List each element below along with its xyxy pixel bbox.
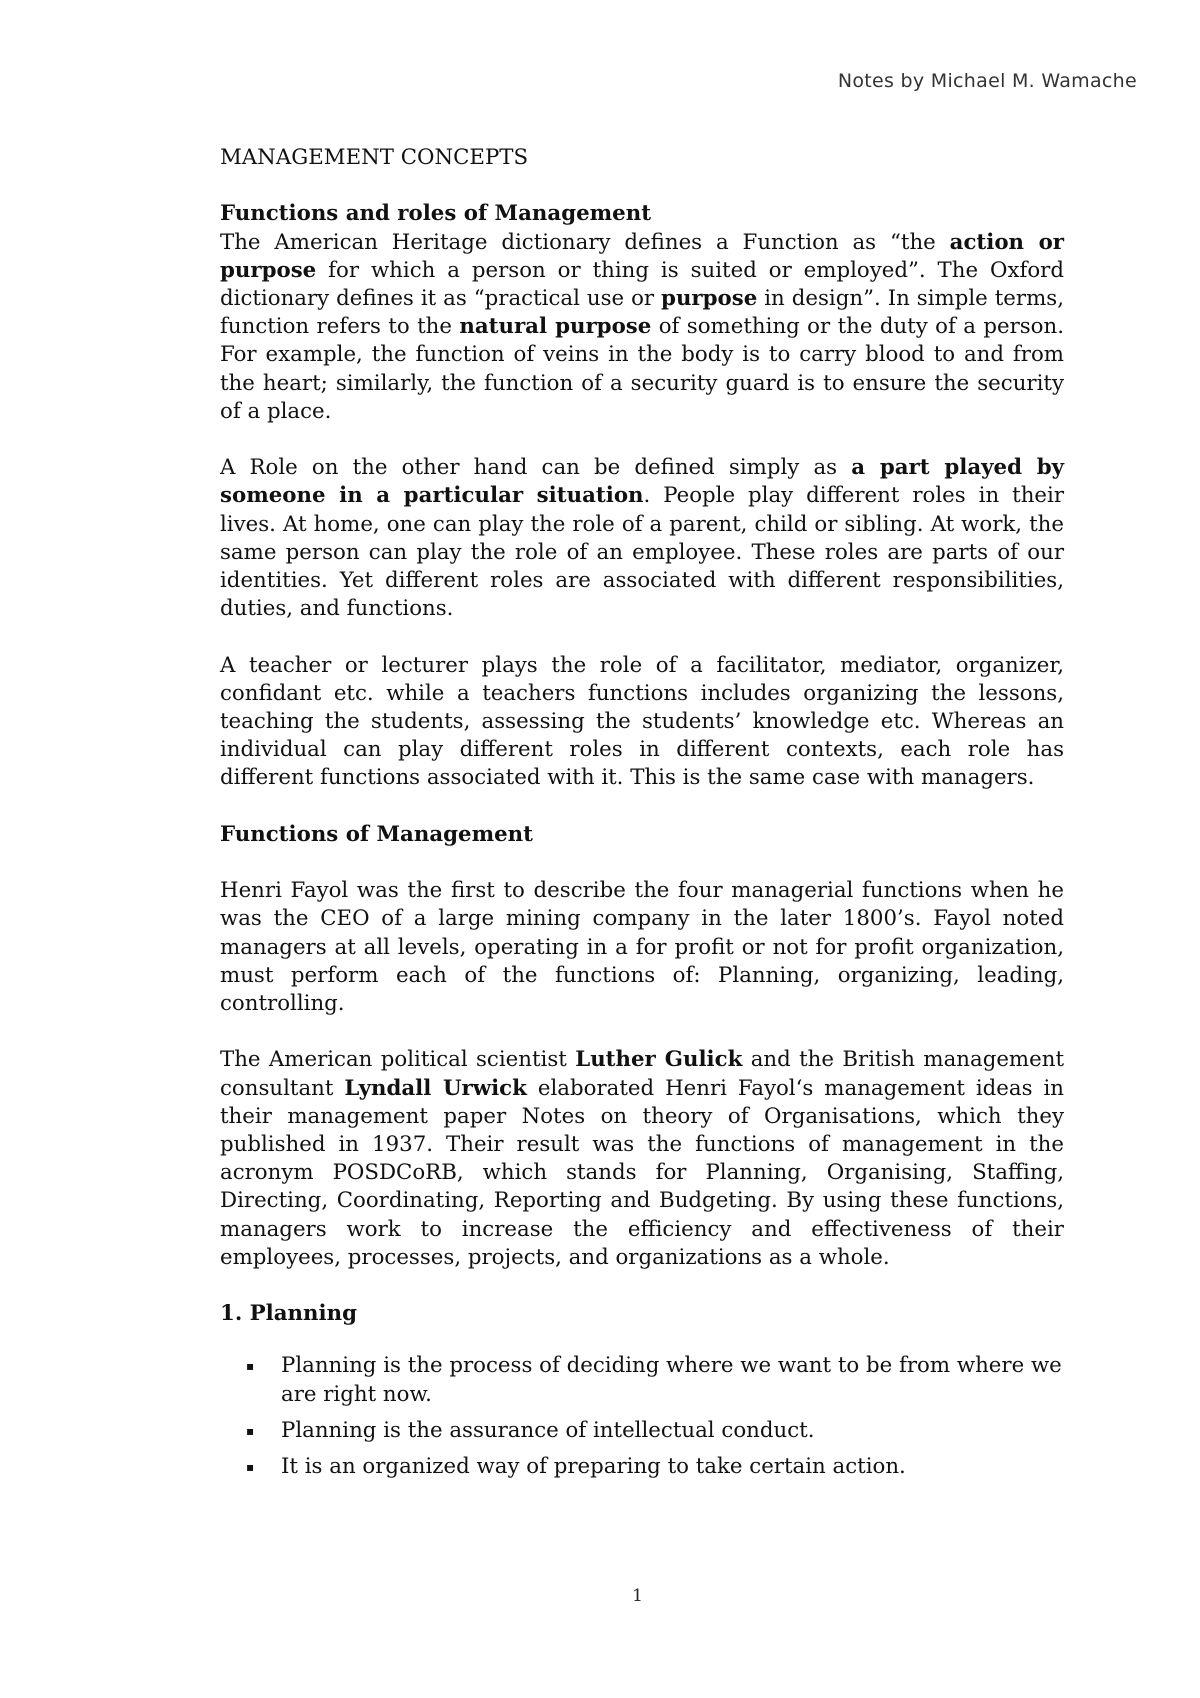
paragraph-function-definition bbox=[220, 229, 1064, 426]
list-item bbox=[220, 1352, 1064, 1408]
section-heading-functions-of-management: Functions of Management bbox=[220, 821, 533, 847]
bold-text: a part played by someone in a particular situation bbox=[220, 455, 1065, 509]
section-heading-functions-and-roles: Functions and roles of Management bbox=[220, 201, 652, 227]
section-heading-planning: 1. Planning bbox=[220, 1301, 357, 1327]
text-run: of something or the duty of a person. For example, the function of veins in the body is to carry blood to and from the heart; similarly, the function of a security guard is to ensure the security of a place. bbox=[220, 314, 1064, 424]
paragraph-posdcorb bbox=[220, 1046, 1064, 1272]
document-body bbox=[220, 144, 1064, 1489]
text-run: in design”. In simple terms, function refers to the bbox=[220, 286, 1064, 340]
list-item bbox=[220, 1417, 1064, 1445]
bold-text: natural purpose bbox=[459, 314, 652, 340]
planning-bullet-list bbox=[220, 1352, 1064, 1481]
list-item-text: Planning is the process of deciding where we want to be from where we are right now. bbox=[281, 1353, 1062, 1407]
document-title: MANAGEMENT CONCEPTS bbox=[220, 145, 529, 170]
list-item bbox=[220, 1453, 1064, 1481]
list-item-text: Planning is the assurance of intellectual conduct. bbox=[281, 1417, 815, 1443]
square-bullet-icon: ▪ bbox=[246, 1423, 255, 1438]
text-run: and the British management consultant bbox=[220, 1047, 1065, 1101]
page-number: 1 bbox=[632, 1586, 643, 1606]
text-run: for which a person or thing is suited or employed”. The Oxford dictionary defines it as “practical use or bbox=[220, 257, 1064, 311]
paragraph-teacher-example: A teacher or lecturer plays the role of a facilitator, mediator, organizer, confidant etc. while a teachers functions includes organizing the lessons, teaching the students, assessing the students’ knowledge etc. Whereas an individual can play different roles in different contexts, each role has different functions associated with it. This is the same case with managers. bbox=[220, 652, 1064, 791]
bold-text: action or purpose bbox=[220, 229, 1064, 283]
square-bullet-icon: ▪ bbox=[246, 1460, 255, 1475]
paragraph-fayol: Henri Fayol was the first to describe the four managerial functions when he was the CEO of a large mining company in the later 1800’s. Fayol noted managers at all levels, operating in a for profit or not for profit organization, must perform each of the functions of: Planning, organizing, leading, controlling. bbox=[220, 878, 1064, 1017]
text-run: A Role on the other hand can be defined simply as bbox=[220, 455, 852, 481]
bold-text: Luther Gulick bbox=[575, 1047, 743, 1073]
bold-text: Lyndall Urwick bbox=[344, 1075, 527, 1101]
square-bullet-icon: ▪ bbox=[246, 1359, 255, 1374]
page-header: Notes by Michael M. Wamache bbox=[837, 70, 1137, 92]
paragraph-role-definition bbox=[220, 454, 1064, 623]
text-run: elaborated Henri Fayol‘s management ideas in their management paper Notes on theory of Organisations, which they published in 1937. Their result was the functions of management in the acronym POSDCoRB, which stands for Planning, Organising, Staffing, Directing, Coordinating, Reporting and Budgeting. By using these functions, managers work to increase the efficiency and effectiveness of their employees, processes, projects, and organizations as a whole. bbox=[220, 1075, 1064, 1270]
bold-text: purpose bbox=[661, 286, 758, 311]
text-run: The American Heritage dictionary defines a Function as “the bbox=[220, 229, 950, 255]
list-item-text: It is an organized way of preparing to take certain action. bbox=[281, 1454, 906, 1480]
text-run: . People play different roles in their lives. At home, one can play the role of a parent, child or sibling. At work, the same person can play the role of an employee. These roles are parts of our identities. Yet different roles are associated with different responsibilities, duties, and functions. bbox=[220, 483, 1065, 622]
text-run: The American political scientist bbox=[220, 1047, 576, 1073]
